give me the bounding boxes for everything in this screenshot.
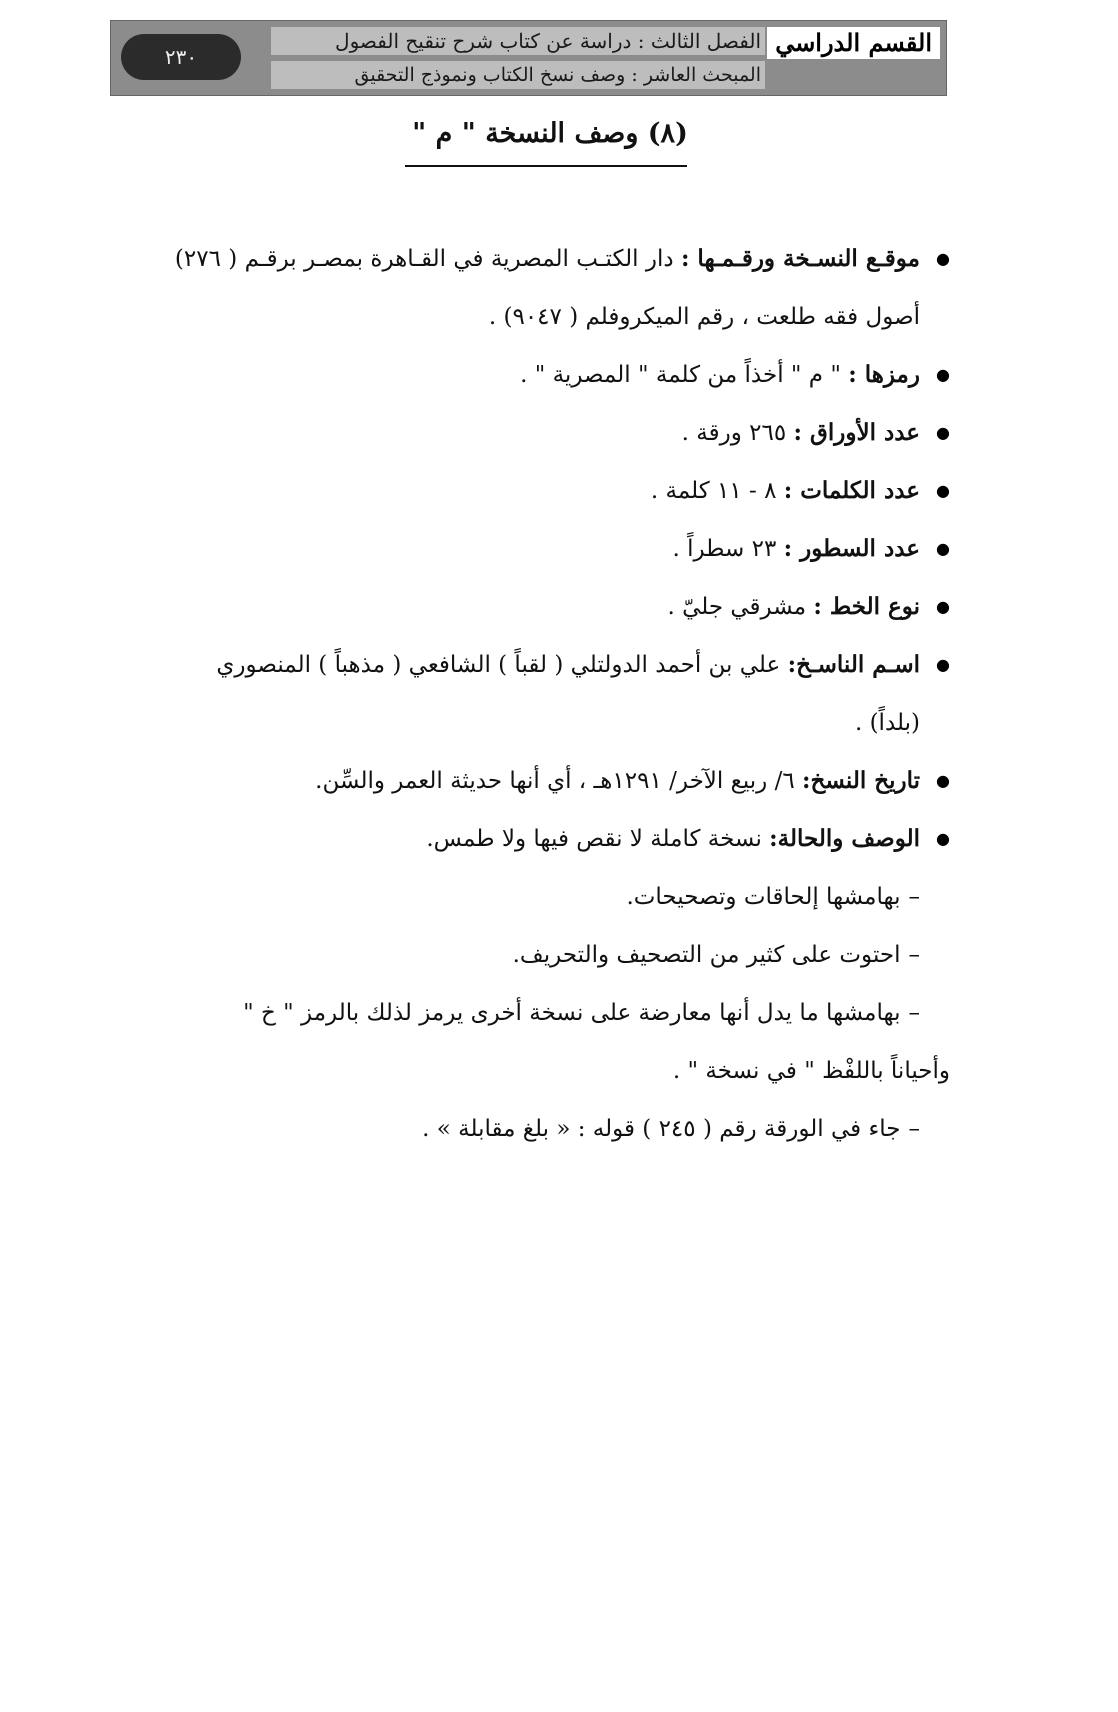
- item-text: ٦/ ربيع الآخر/ ١٢٩١هـ ، أي أنها حديثة العمر والسِّن.: [315, 768, 803, 794]
- item-label: تاريخ النسخ:: [802, 767, 920, 794]
- note-item: [110, 1100, 950, 1158]
- note-text: بهامشها ما يدل أنها معارضة على نسخة أخرى يرمز لذلك بالرمز " خ ": [243, 1000, 901, 1026]
- list-item: [110, 462, 950, 520]
- item-text: علي بن أحمد الدولتلي ( لقباً ) الشافعي ( مذهباً ) المنصوري: [216, 652, 788, 678]
- item-label: عدد الأوراق :: [793, 419, 920, 446]
- note-continuation: وأحياناً باللفْظ " في نسخة " .: [672, 1058, 950, 1084]
- note-text: احتوت على كثير من التصحيف والتحريف.: [512, 942, 901, 968]
- page-number: ٢٣٠: [121, 34, 241, 80]
- item-continuation: (بلداً) .: [854, 710, 920, 736]
- item-text: مشرقي جليّ .: [667, 594, 814, 620]
- item-label: نوع الخط :: [813, 593, 920, 620]
- item-continuation: أصول فقه طلعت ، رقم الميكروفلم ( ٩٠٤٧) .: [488, 304, 920, 330]
- list-item: [110, 752, 950, 810]
- list-item: [110, 636, 950, 694]
- note-item: [110, 926, 950, 984]
- item-label: موقـع النسـخة ورقـمـها :: [680, 245, 920, 272]
- dash-marker: –: [908, 1116, 920, 1142]
- item-text: ٢٦٥ ورقة .: [681, 420, 794, 446]
- note-item: [110, 868, 950, 926]
- item-text: نسخة كاملة لا نقص فيها ولا طمس.: [426, 826, 770, 852]
- note-text: بهامشها إلحاقات وتصحيحات.: [626, 884, 901, 910]
- item-label: اسـم الناسـخ:: [787, 651, 920, 678]
- dash-marker: –: [908, 1000, 920, 1026]
- list-item: [110, 404, 950, 462]
- item-label: عدد الكلمات :: [783, 477, 920, 504]
- page-title: (٨) وصف النسخة " م ": [412, 118, 688, 149]
- item-text: دار الكتـب المصرية في القـاهرة بمصـر برقـم ( ٢٧٦): [174, 246, 681, 272]
- item-text: ٨ - ١١ كلمة .: [650, 478, 784, 504]
- dash-marker: –: [908, 942, 920, 968]
- header-subsection-line: المبحث العاشر : وصف نسخ الكتاب ونموذج التحقيق: [271, 61, 765, 89]
- list-item: [110, 578, 950, 636]
- item-label: رمزها :: [848, 361, 920, 388]
- manuscript-description: [110, 230, 950, 1158]
- dash-marker: –: [908, 884, 920, 910]
- list-item: [110, 520, 950, 578]
- list-item: [110, 230, 950, 288]
- list-item: [110, 346, 950, 404]
- title-underline: [405, 165, 687, 167]
- item-text: " م " أخذاً من كلمة " المصرية " .: [520, 362, 849, 388]
- header-section: القسم الدراسي: [767, 27, 940, 59]
- list-item: [110, 810, 950, 868]
- item-label: عدد السطور :: [783, 535, 920, 562]
- item-label: الوصف والحالة:: [769, 825, 920, 852]
- item-text: ٢٣ سطراً .: [672, 536, 784, 562]
- page-header: [110, 20, 947, 96]
- note-item: [110, 984, 950, 1042]
- note-text: جاء في الورقة رقم ( ٢٤٥ ) قوله : « بلغ مقابلة » .: [422, 1116, 901, 1142]
- header-chapter-line: الفصل الثالث : دراسة عن كتاب شرح تنقيح الفصول: [271, 27, 765, 55]
